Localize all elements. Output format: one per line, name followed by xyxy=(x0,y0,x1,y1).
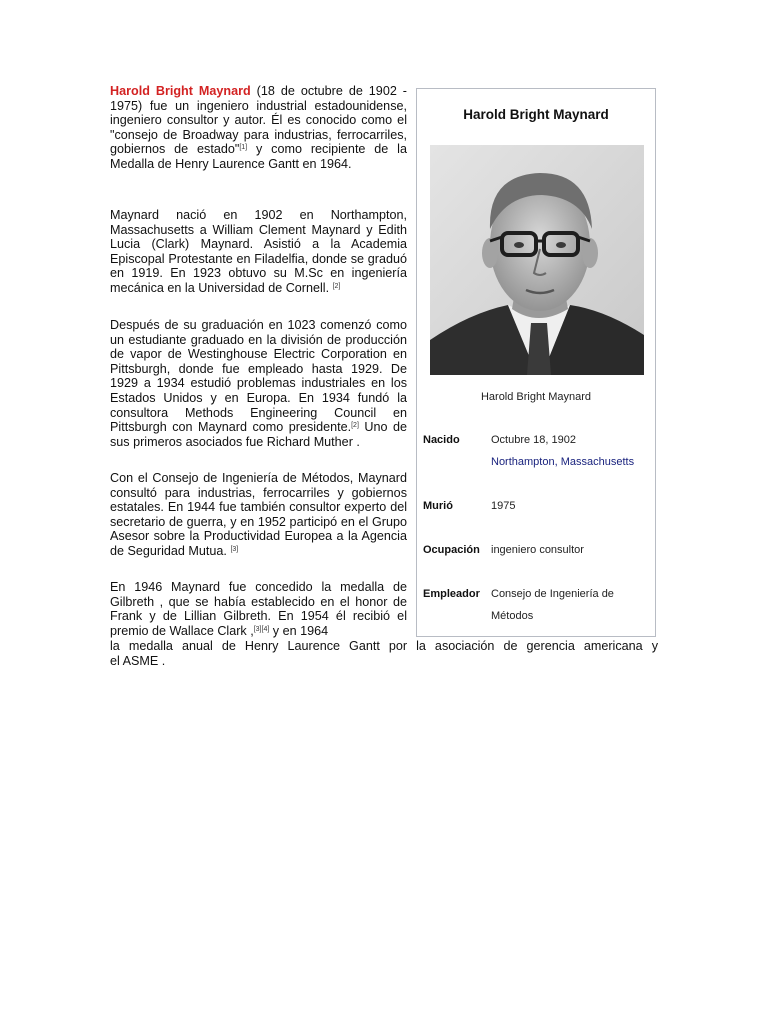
paragraph-consulting xyxy=(110,471,407,559)
occupation-label: Ocupación xyxy=(423,544,480,556)
reference-2[interactable]: [2] xyxy=(332,282,341,290)
awards-last-line: el ASME . xyxy=(110,654,166,668)
born-label: Nacido xyxy=(423,434,460,446)
awards-full-line: la medalla anual de Henry Laurence Gantt por la asociación de gerencia americana y xyxy=(110,639,658,653)
infobox-caption: Harold Bright Maynard xyxy=(480,391,592,403)
reference-3-4[interactable]: [3][4] xyxy=(253,625,270,633)
paragraph-intro xyxy=(110,84,407,172)
consulting-text: Con el Consejo de Ingeniería de Métodos, Maynard consultó para industrias, ferrocarriles y gobiernos estatales. En 1944 fue también consultor experto del secretario de guerra, y en 1952 participó en el Grupo Asesor sobre la Productividad Europea a la Agencia de Seguridad Mutua. xyxy=(110,471,407,558)
reference-3[interactable]: [3] xyxy=(230,545,239,553)
paragraph-career xyxy=(110,318,407,449)
infobox xyxy=(416,88,656,637)
employer-value-line2: Métodos xyxy=(491,610,534,622)
subject-name: Harold Bright Maynard xyxy=(110,84,251,98)
employer-label: Empleador xyxy=(423,588,480,600)
died-year: 1975 xyxy=(491,500,516,512)
reference-2b[interactable]: [2] xyxy=(351,422,359,430)
employer-value-line1: Consejo de Ingeniería de xyxy=(491,588,614,600)
infobox-title: Harold Bright Maynard xyxy=(463,107,609,122)
portrait-photo xyxy=(430,145,644,375)
reference-1[interactable]: [1] xyxy=(239,144,248,152)
paragraph-awards xyxy=(110,580,407,638)
died-label: Murió xyxy=(423,500,453,512)
paragraph-early-life xyxy=(110,208,407,296)
born-place-link[interactable]: Northampton, Massachusetts xyxy=(491,456,635,468)
intro-text-b: y como recipiente de la Medalla de Henry Laurence Gantt en 1964. xyxy=(110,142,407,171)
born-date: Octubre 18, 1902 xyxy=(491,434,577,446)
early-life-text: Maynard nació en 1902 en Northampton, Massachusetts a William Clement Maynard y Edith Lucia (Clark) Maynard. Asistió a la Academia Episcopal Protestante en Filadelfia, donde se graduó en 1919. En 1923 obtuvo su M.Sc en ingeniería mecánica en la Universidad de Cornell. xyxy=(110,208,407,295)
awards-text-b: y en 1964 xyxy=(269,623,329,638)
occupation-value: ingeniero consultor xyxy=(491,544,584,556)
awards-text-a: En 1946 Maynard fue concedido la medalla de Gilbreth , que se había establecido en el honor de Frank y de Lillian Gilbreth. En 1954 él recibió el premio de Wallace Clark , xyxy=(110,580,407,638)
career-text-a: Después de su graduación en 1023 comenzó como un estudiante graduado en la división de producción de vapor de Westinghouse Electric Corporation en Pittsburgh, donde fue empleado hasta 1929. De 1929 a 1934 estudió problemas industriales en los Estados Unidos y en Europa. En 1934 fundó la consultora Methods Engineering Council en Pittsburgh con Maynard como presidente. xyxy=(110,318,407,435)
career-text-b: Uno de sus primeros asociados fue Richard Muther . xyxy=(110,420,408,449)
intro-text-a: (18 de octubre de 1902 - 1975) fue un ingeniero industrial estadounidense, ingeniero consultor y autor. Él es conocido como el "consejo de Broadway para industrias, ferrocarriles, gobiernos de estado" xyxy=(110,84,407,157)
